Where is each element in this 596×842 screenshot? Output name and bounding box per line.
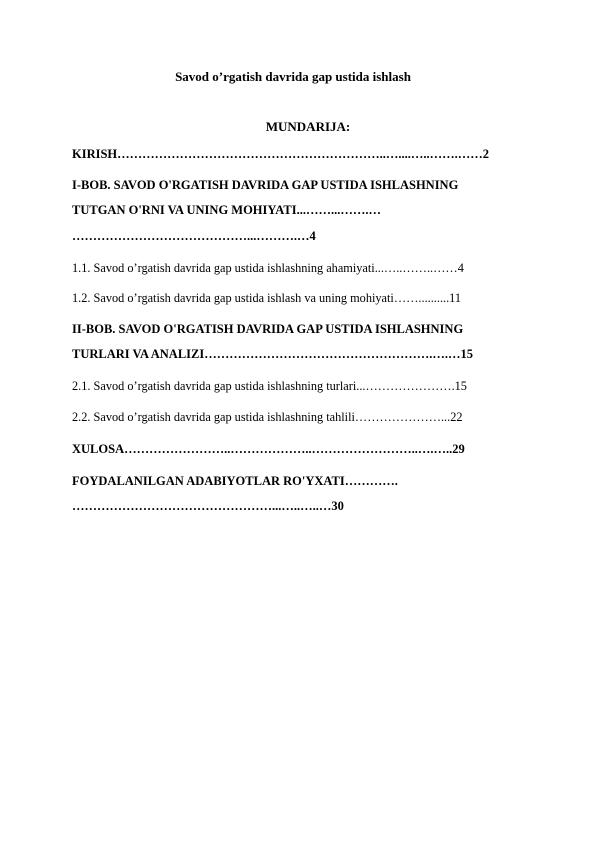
document-title: Savod o’rgatish davrida gap ustida ishlash: [175, 69, 411, 84]
toc-entry-kirish: KIRISH………………………………………………………..…....…..…….……2: [72, 147, 490, 161]
toc-entry-chapter-1-line-2: TUTGAN O'RNI VA UNING MOHIYATI...……...…….…: [72, 203, 381, 217]
toc-entry-section-1-1: 1.1. Savod o’rgatish davrida gap ustida ishlashning ahamiyati...…..……..……4: [72, 261, 464, 275]
toc-entry-chapter-1-line-3: ……………………………………...……….…4: [72, 229, 316, 243]
toc-entry-references-line-1: FOYDALANILGAN ADABIYOTLAR RO'YXATI………….: [72, 474, 398, 488]
toc-entry-chapter-1-line-1: I-BOB. SAVOD O'RGATISH DAVRIDA GAP USTIDA ISHLASHNING: [72, 178, 459, 192]
toc-heading: MUNDARIJA:: [265, 119, 351, 134]
toc-entry-section-2-2: 2.2. Savod o’rgatish davrida gap ustida ishlashning tahlili…………………...22: [72, 410, 463, 424]
toc-entry-xulosa: XULOSA……………………..………………..……………………..….…..29: [72, 442, 465, 456]
toc-entry-section-1-2: 1.2. Savod o’rgatish davrida gap ustida ishlash va uning mohiyati……..........11: [72, 291, 462, 305]
toc-entry-section-2-1: 2.1. Savod o’rgatish davrida gap ustida ishlashning turlari...………………….15: [72, 379, 467, 393]
toc-entry-references-line-2: …………………………………………...…..…..…30: [72, 499, 344, 513]
toc-entry-chapter-2-line-2: TURLARI VA ANALIZI……………………………………………….….…15: [72, 347, 473, 361]
toc-entry-chapter-2-line-1: II-BOB. SAVOD O'RGATISH DAVRIDA GAP USTIDA ISHLASHNING: [72, 322, 464, 336]
